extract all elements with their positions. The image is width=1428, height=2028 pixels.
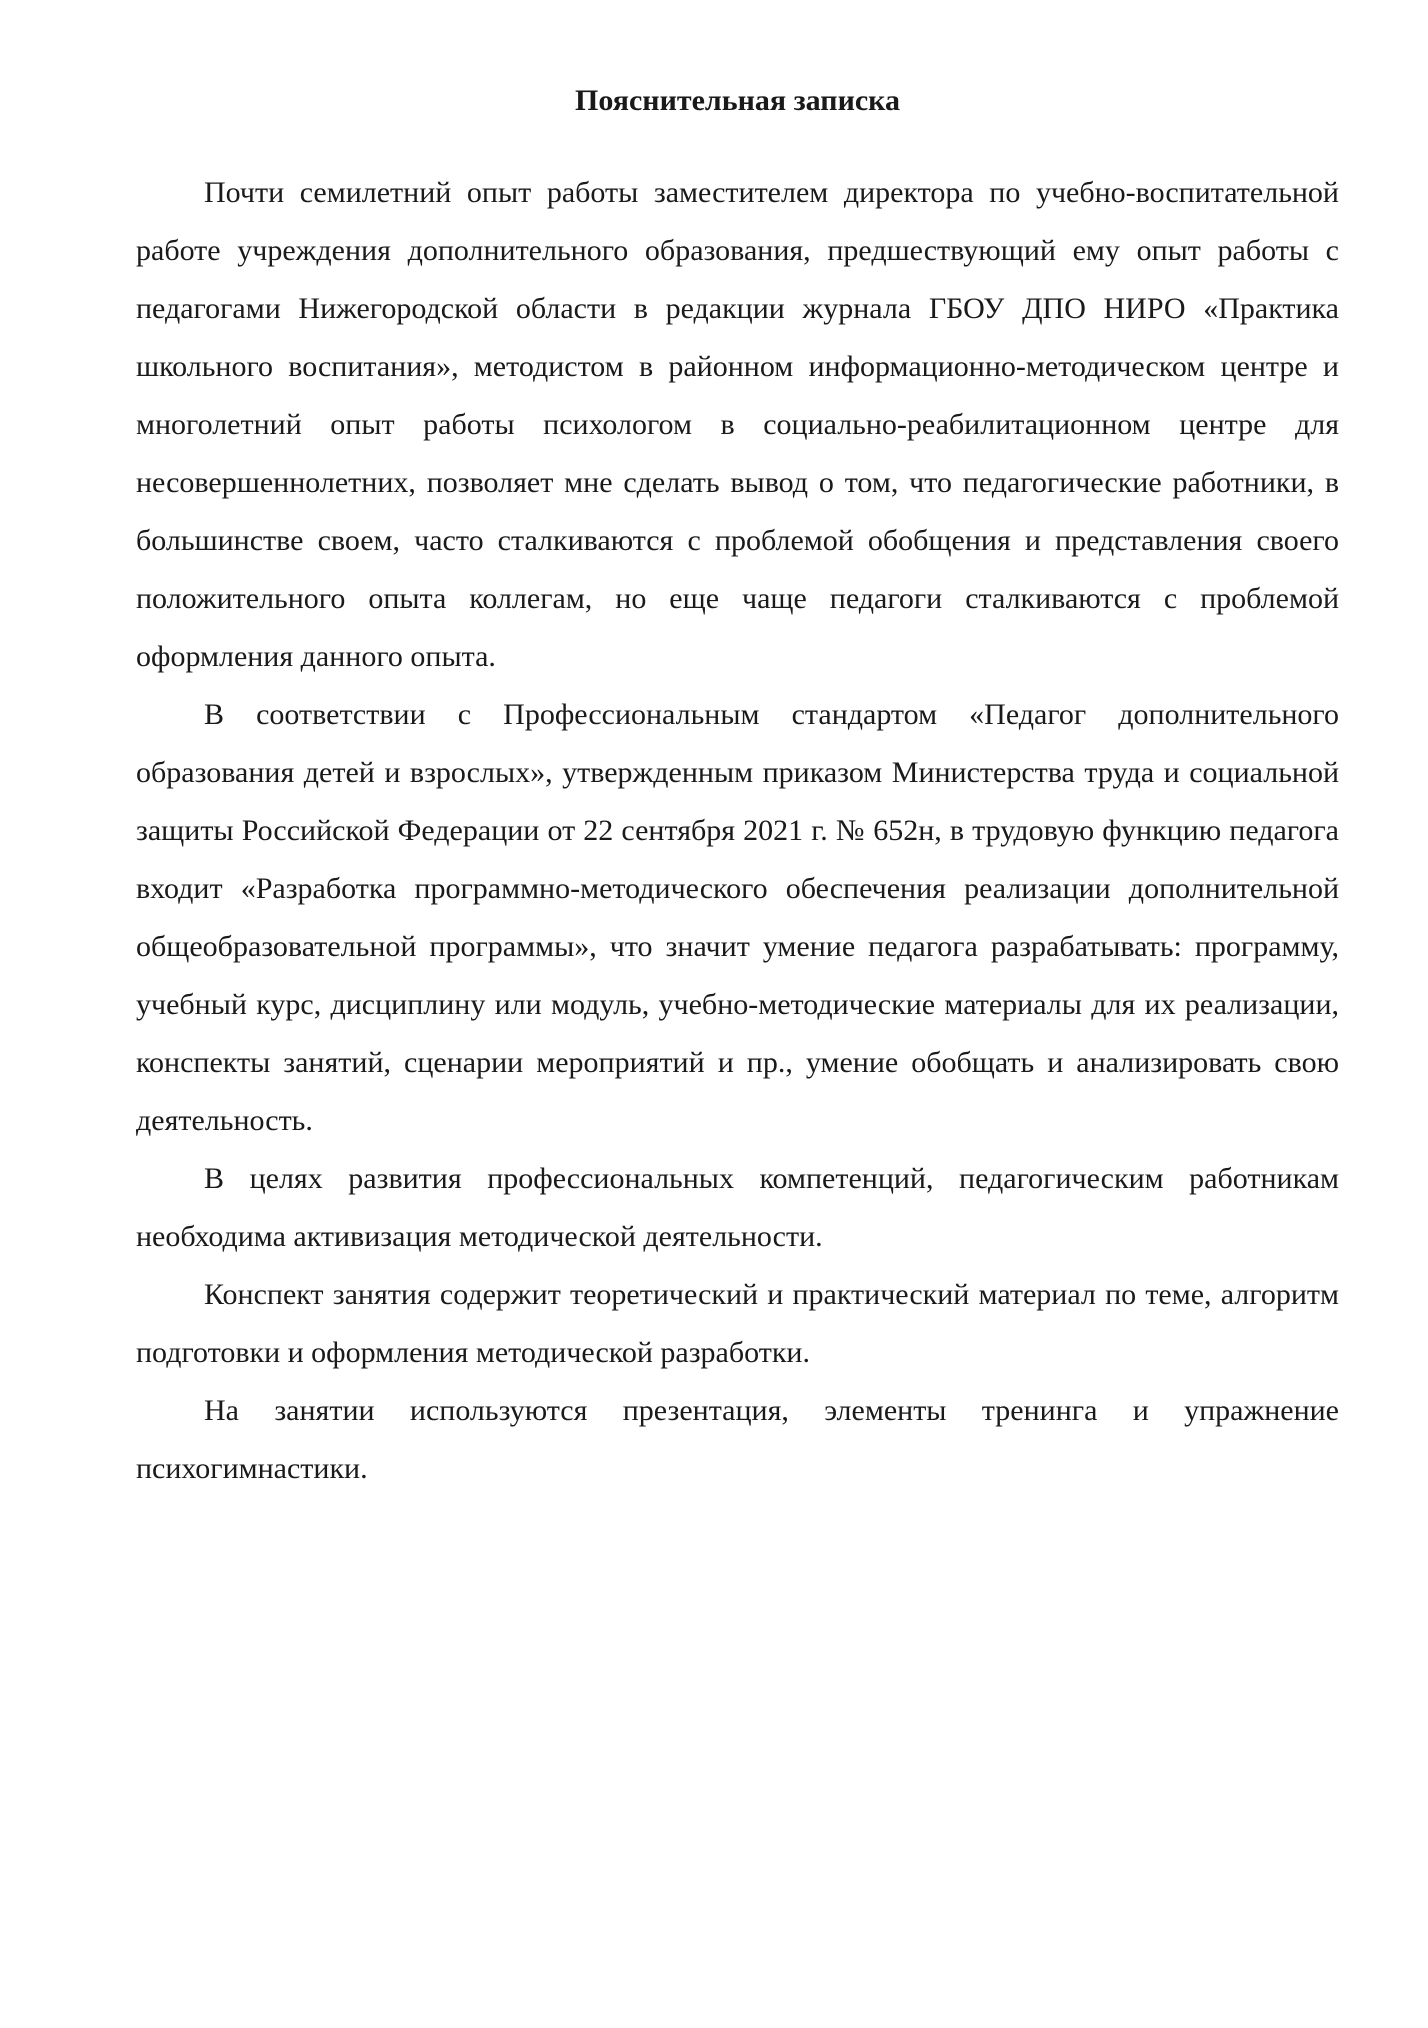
document-body <box>136 84 1339 1498</box>
document-title: Пояснительная записка <box>574 84 901 117</box>
paragraph-lesson-outline: Конспект занятия содержит теоретический и практический материал по теме, алгоритм подготовки и оформления методической разработки. <box>136 1278 1339 1369</box>
paragraph-competencies: В целях развития профессиональных компетенций, педагогическим работникам необходима активизация методической деятельности. <box>136 1162 1339 1253</box>
paragraph-lesson-methods: На занятии используются презентация, элементы тренинга и упражнение психогимнастики. <box>136 1394 1339 1485</box>
paragraph-experience: Почти семилетний опыт работы заместителем директора по учебно-воспитательной работе учреждения дополнительного образования, предшествующий ему опыт работы с педагогами Нижегородской области в редакции журнала ГБОУ ДПО НИРО «Практика школьного воспитания», методистом в районном информационно-методическом центре и многолетний опыт работы психологом в социально-реабилитационном центре для несовершеннолетних, позволяет мне сделать вывод о том, что педагогические работники, в большинстве своем, часто сталкиваются с проблемой обобщения и представления своего положительного опыта коллегам, но еще чаще педагоги сталкиваются с проблемой оформления данного опыта. <box>136 176 1339 673</box>
paragraph-professional-standard: В соответствии с Профессиональным стандартом «Педагог дополнительного образования детей и взрослых», утвержденным приказом Министерства труда и социальной защиты Российской Федерации от 22 сентября 2021 г. № 652н, в трудовую функцию педагога входит «Разработка программно-методического обеспечения реализации дополнительной общеобразовательной программы», что значит умение педагога разрабатывать: программу, учебный курс, дисциплину или модуль, учебно-методические материалы для их реализации, конспекты занятий, сценарии мероприятий и пр., умение обобщать и анализировать свою деятельность. <box>136 698 1339 1137</box>
